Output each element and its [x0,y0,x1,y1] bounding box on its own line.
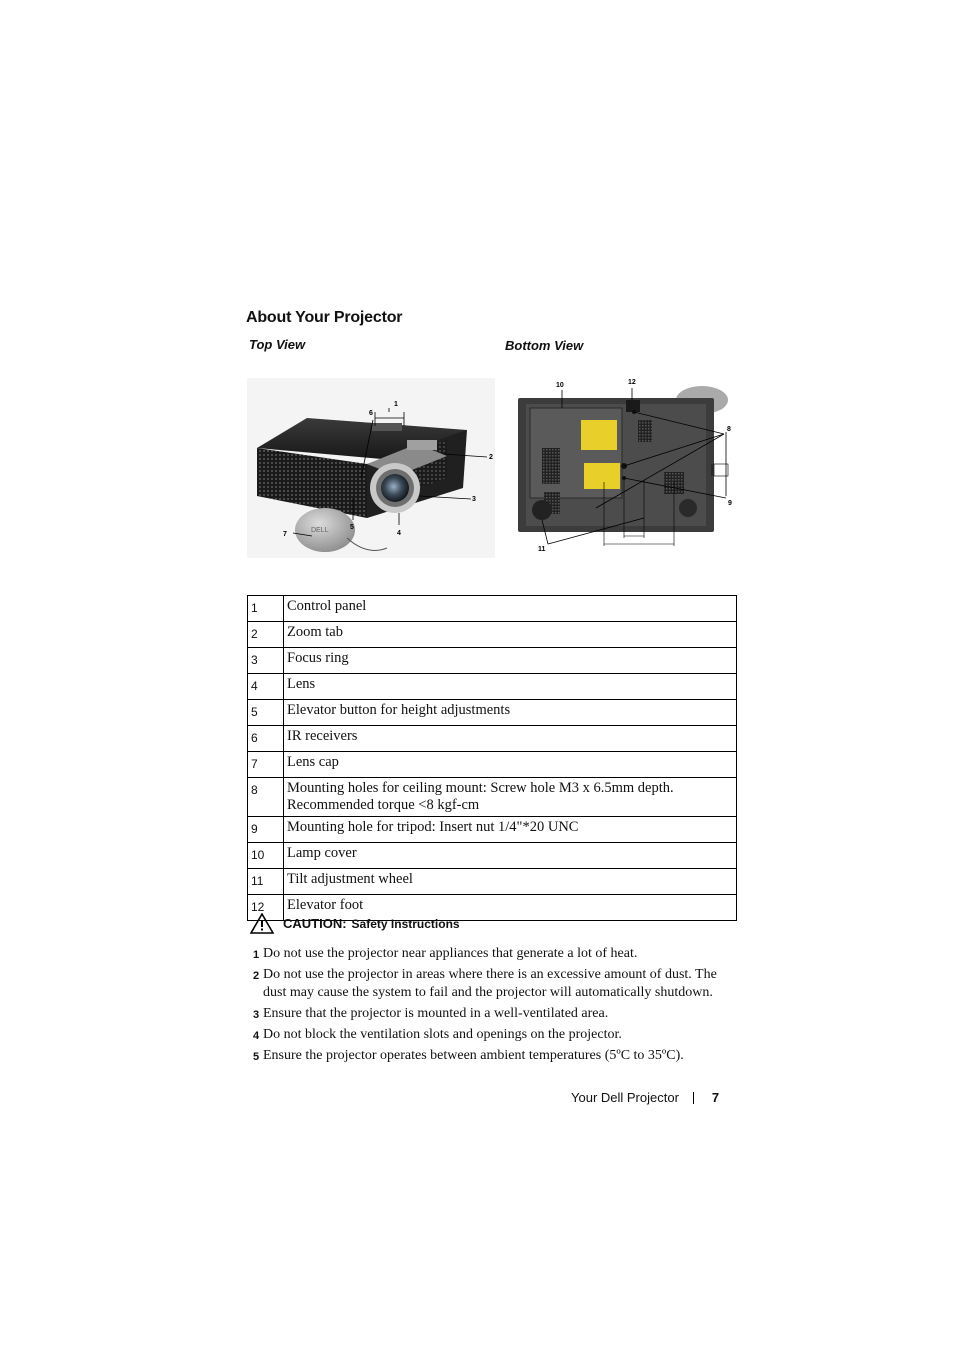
table-row [248,726,737,752]
part-description: Tilt adjustment wheel [284,869,737,895]
table-row [248,622,737,648]
part-number: 7 [248,752,284,778]
part-description: Lens cap [284,752,737,778]
table-row [248,752,737,778]
callout-1: 1 [394,401,398,408]
caution-item-text: Do not use the projector in areas where there is an excessive amount of dust. The dust may cause the system to fail and the projector will automatically shutdown. [263,967,717,1000]
part-number: 12 [248,895,284,921]
part-number: 8 [248,778,284,817]
callout-11: 11 [538,546,546,553]
caution-item-number: 2 [253,970,260,982]
section-title: About Your Projector [246,309,403,326]
page-number: 7 [711,1090,720,1105]
list-item [253,1047,743,1065]
callout-9: 9 [728,500,732,507]
part-description: Mounting hole for tripod: Insert nut 1/4"*20 UNC [284,817,737,843]
table-row [248,869,737,895]
table-row [248,843,737,869]
callout-8: 8 [727,426,731,433]
page-footer [571,1090,719,1105]
list-item [253,966,743,1002]
caution-heading [250,913,460,934]
list-item [253,945,743,963]
part-description: Zoom tab [284,622,737,648]
callout-10: 10 [556,382,564,389]
footer-separator [693,1092,694,1104]
caution-item-text: Ensure the projector operates between ambient temperatures (5ºC to 35ºC). [263,1048,684,1063]
part-description: Lens [284,674,737,700]
parts-table [247,595,737,921]
part-number: 3 [248,648,284,674]
part-number: 6 [248,726,284,752]
caution-item-number: 5 [253,1051,260,1063]
caution-item-text: Do not block the ventilation slots and openings on the projector. [263,1027,622,1042]
callout-6: 6 [369,410,373,417]
caution-item-text: Do not use the projector near appliances that generate a lot of heat. [263,946,638,961]
part-description: Elevator button for height adjustments [284,700,737,726]
part-number: 1 [248,596,284,622]
part-number: 11 [248,869,284,895]
list-item [253,1026,743,1044]
callout-7: 7 [283,531,287,538]
caution-label: CAUTION: [283,916,347,931]
part-description: Lamp cover [284,843,737,869]
top-view-label: Top View [249,337,306,352]
projector-bottom-view-image [504,368,740,558]
cap-logo-text: DELL [311,527,329,534]
table-row [248,700,737,726]
table-row [248,817,737,843]
part-number: 5 [248,700,284,726]
part-description: Focus ring [284,648,737,674]
bottom-view-label: Bottom View [505,338,584,353]
caution-list [253,945,743,1068]
part-number: 9 [248,817,284,843]
callout-4: 4 [397,530,401,537]
callout-5: 5 [350,524,354,531]
part-number: 4 [248,674,284,700]
part-description: Control panel [284,596,737,622]
caution-item-number: 4 [253,1030,260,1042]
caution-subtitle: Safety Instructions [351,916,460,931]
warning-triangle-icon [250,913,274,934]
footer-title: Your Dell Projector [571,1090,679,1105]
part-description: IR receivers [284,726,737,752]
table-row [248,596,737,622]
caution-item-number: 1 [253,949,260,961]
caution-item-text: Ensure that the projector is mounted in a well-ventilated area. [263,1006,609,1021]
projector-top-view-image [247,378,495,558]
callout-3: 3 [472,496,476,503]
part-number: 2 [248,622,284,648]
list-item [253,1005,743,1023]
caution-item-number: 3 [253,1009,260,1021]
table-row [248,674,737,700]
part-description: Elevator foot [284,895,737,921]
table-row [248,778,737,817]
callout-12: 12 [628,379,636,386]
part-number: 10 [248,843,284,869]
table-row [248,648,737,674]
callout-2: 2 [489,454,493,461]
part-description: Mounting holes for ceiling mount: Screw hole M3 x 6.5mm depth. Recommended torque <8 kgf-cm [284,778,737,817]
